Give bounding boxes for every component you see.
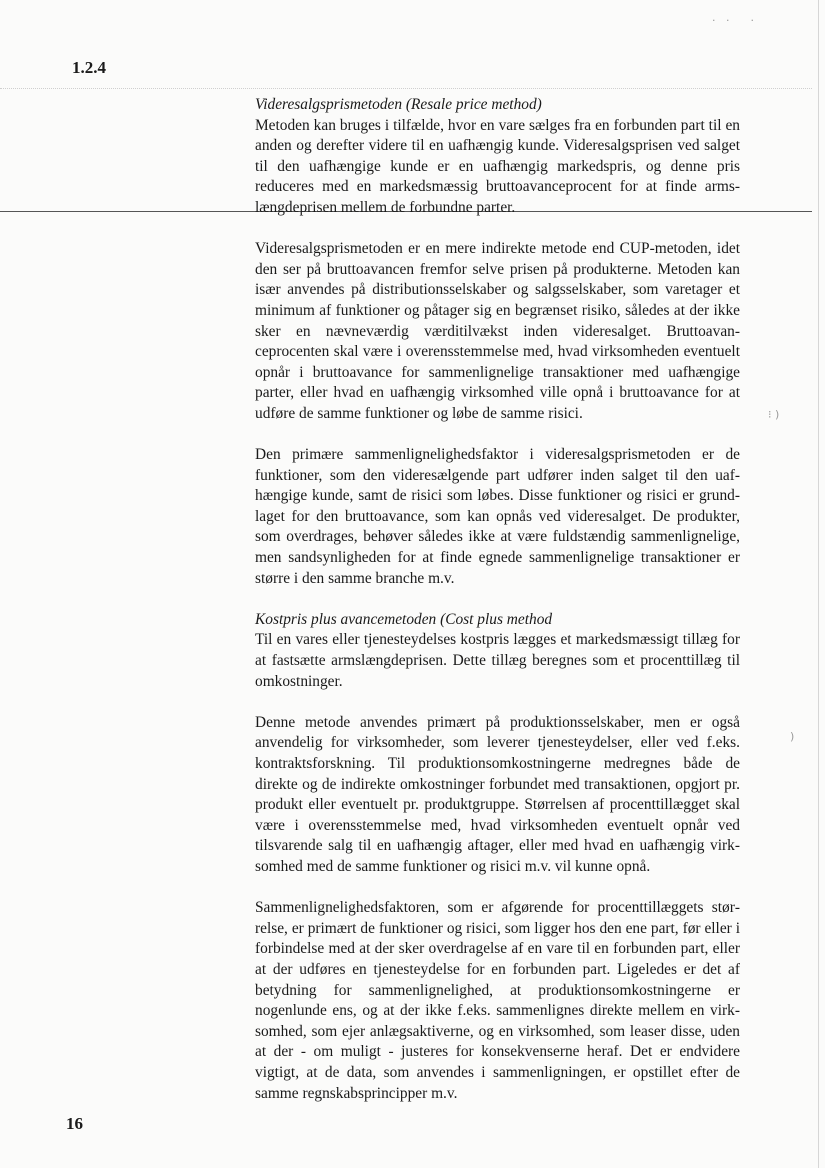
paragraph: Til en vares eller tjenesteydelses kostpris lægges et markedsmæssigt tillæg for at fastsætte armslængdeprisen. Dette tillæg beregnes som et procenttillæg til omkostninger.	[255, 631, 740, 690]
paragraph	[255, 95, 740, 116]
subheading-resale-price-method: Videresalgsprismetoden (Resale price method)	[255, 96, 542, 113]
scan-speck: · · ·	[712, 14, 754, 27]
paragraph: Metoden kan bruges i tilfælde, hvor en vare sælges fra en forbunden part til en anden og derefter videre til en uafhængig kunde. Videresalgsprisen ved salget til den uafhængige kunde er en uafhængig markedspris, og denne pris reduceres med en markedsmæssig bruttoavanceprocent for at finde armslængdeprisen mellem de forbundne parter.	[255, 116, 740, 216]
section-number: 1.2.4	[72, 58, 106, 77]
scan-speck: ⁝ )	[768, 408, 780, 421]
scan-edge	[818, 0, 819, 1168]
scan-speck: )	[790, 730, 795, 743]
page-number: 16	[66, 1114, 83, 1133]
subheading-cost-plus-method: Kostpris plus avancemetoden (Cost plus method	[255, 610, 553, 628]
paragraph: Denne metode anvendes primært på produktionsselskaber, men er også anvendelig for virksomheder, som leverer tjenesteydelser, eller ved f.eks. kontraktsforskning. Til produktionsomkostningerne medregnes både de direkte og de indirekte omkostninger forbundet med transaktionen, opgjort pr. produkt eller eventuelt pr. produktgruppe. Størrelsen af procenttillægget skal være i overensstemmelse med, hvad virksomheden eventuelt opnår ved tilsvarende salg til en uafhængig aftager, eller med hvad en uafhængig virksomhed med de samme funktioner og risici m.v. vil kunne opnå.	[255, 713, 740, 875]
body-text	[255, 95, 740, 1125]
paragraph	[255, 610, 740, 631]
scan-dotted-rule	[0, 88, 812, 89]
paragraph: Sammenlignelighedsfaktoren, som er afgørende for procenttillæggets størrelse, er primært de funktioner og risici, som ligger hos den ene part, før eller i forbindelse med at der sker overdragelse af en vare til en forbunden part, eller at der udføres en tjenesteydelse for en forbunden part. Ligeledes er det af betydning for sammenlignelighed, at produktionsomkostningerne er nogenlunde ens, og at der ikke f.eks. sammenlignes direkte mellem en virksomhed, som ejer anlægsaktiverne, og en virksomhed, som leaser disse, uden at der - om muligt - justeres for konsekvenserne heraf. Det er endvidere vigtigt, at de data, som anvendes i sammenligningen, er opstillet efter de samme regnskabsprincipper m.v.	[255, 899, 740, 1102]
paragraph: Videresalgsprismetoden er en mere indirekte metode end CUP-metoden, idet den ser på bruttoavancen fremfor selve prisen på produkterne. Metoden kan især anvendes på distributionsselskaber og salgsselskaber, som varetager et minimum af funktioner og påtager sig en begrænset risiko, således at der ikke sker en nævneværdig værditilvækst inden videresalget. Bruttoavanceprocenten skal være i overensstemmelse med, hvad virksomheden eventuelt opnår i bruttoavance for sammenlignelige transaktioner med uafhængige parter, eller hvad en uafhængig virksomhed ville opnå i bruttoavance for at udføre de samme funktioner og løbe de samme risici.	[255, 240, 740, 422]
paragraph: Den primære sammenlignelighedsfaktor i videresalgsprismetoden er de funktioner, som den videresælgende part udfører inden salget til den uafhængige kunde, samt de risici som løbes. Disse funktioner og risici er grundlaget for den bruttoavance, som kan opnås ved videresalget. De produkter, som overdrages, behøver således ikke at være fuldstændig sammenlignelige, men sandsynligheden for at finde egnede sammenlignelige transaktioner er større i den samme branche m.v.	[255, 446, 740, 587]
